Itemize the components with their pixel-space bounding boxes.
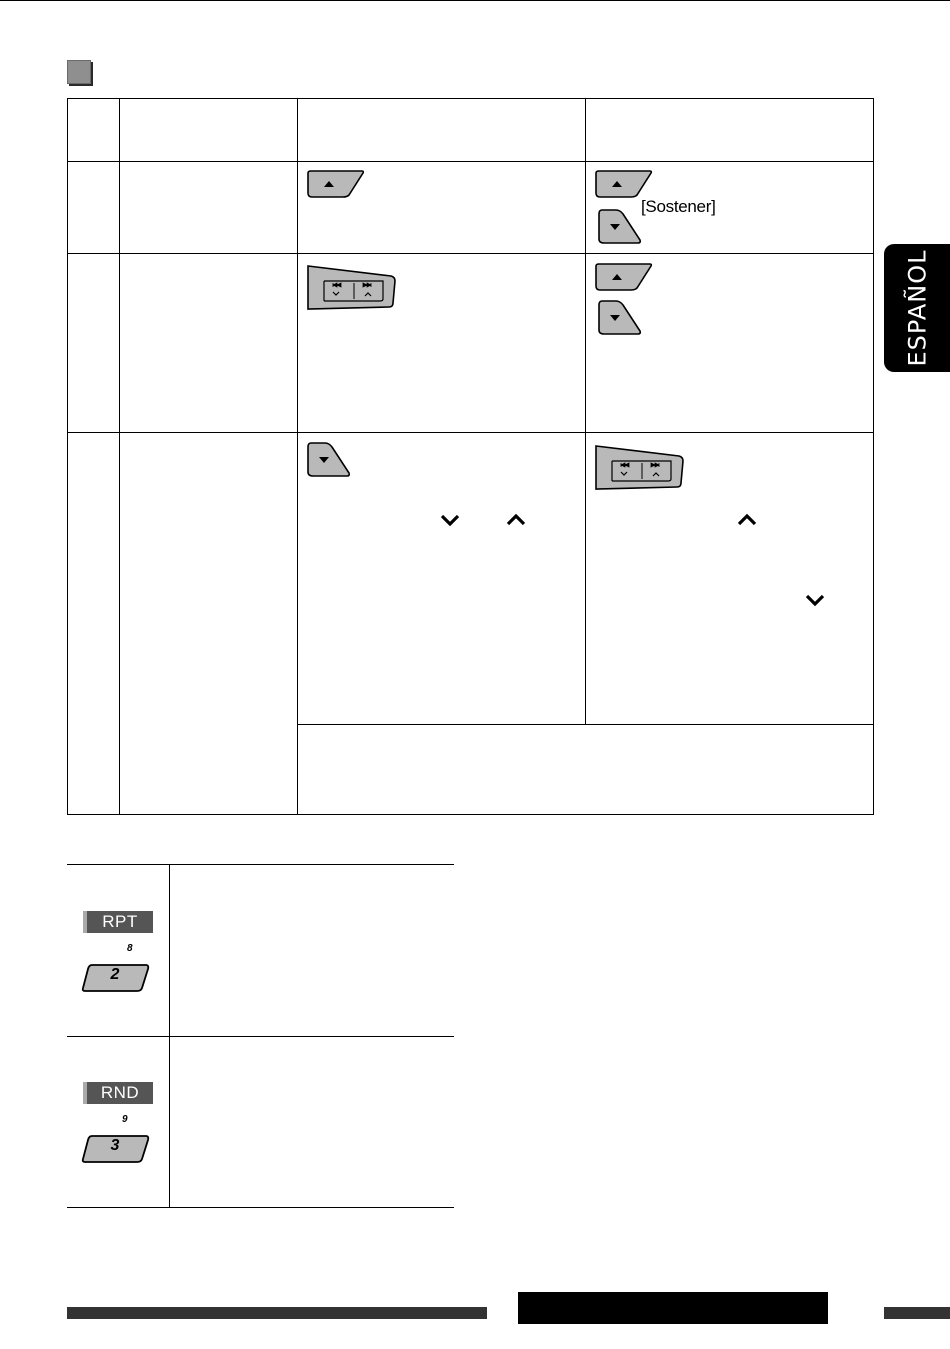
down-button-icon bbox=[305, 440, 353, 480]
language-tab bbox=[884, 244, 950, 372]
mode-table-top bbox=[67, 864, 454, 865]
chevron-up-icon bbox=[736, 513, 758, 527]
table-row-divider bbox=[67, 161, 874, 162]
table-row-divider bbox=[67, 253, 874, 254]
mode-table-divider bbox=[67, 1036, 454, 1037]
preset-button-2[interactable] bbox=[80, 962, 152, 994]
down-button-icon bbox=[596, 298, 644, 338]
top-rule bbox=[0, 0, 950, 1]
table-border-right bbox=[873, 98, 874, 815]
table-row-divider bbox=[67, 432, 874, 433]
footer-page-box bbox=[518, 1292, 828, 1324]
chevron-up-icon bbox=[505, 513, 527, 527]
table-border-bottom bbox=[67, 814, 874, 815]
footer-bar-left bbox=[67, 1307, 487, 1319]
section-bullet-icon bbox=[67, 60, 91, 84]
table-column-divider bbox=[119, 98, 120, 815]
preset-button-number: 3 bbox=[110, 1137, 120, 1154]
up-button-icon bbox=[593, 168, 653, 200]
preset-button-3[interactable] bbox=[80, 1133, 152, 1165]
down-button-icon bbox=[596, 207, 644, 247]
preset-button-number: 2 bbox=[110, 966, 120, 983]
chevron-down-icon bbox=[804, 593, 826, 607]
language-tab-label: ESPAÑOL bbox=[903, 249, 931, 367]
table-column-divider bbox=[297, 98, 298, 815]
footer-bar-right bbox=[884, 1307, 950, 1319]
chevron-down-icon bbox=[439, 513, 461, 527]
table-column-divider bbox=[585, 98, 586, 725]
skip-buttons-icon bbox=[305, 263, 397, 311]
mode-table-bottom bbox=[67, 1207, 454, 1208]
random-display-indicator: RND bbox=[83, 1082, 153, 1104]
up-button-icon bbox=[305, 168, 365, 200]
up-button-icon bbox=[593, 261, 653, 293]
random-key-label: 9 bbox=[122, 1114, 128, 1125]
repeat-key-label: 8 bbox=[127, 943, 133, 954]
skip-buttons-icon bbox=[593, 443, 685, 491]
table-border-top bbox=[67, 98, 874, 99]
table-border-left bbox=[67, 98, 68, 815]
mode-table-column-divider bbox=[169, 864, 170, 1208]
hold-label: [Sostener] bbox=[641, 197, 716, 216]
repeat-display-indicator: RPT bbox=[83, 911, 153, 933]
